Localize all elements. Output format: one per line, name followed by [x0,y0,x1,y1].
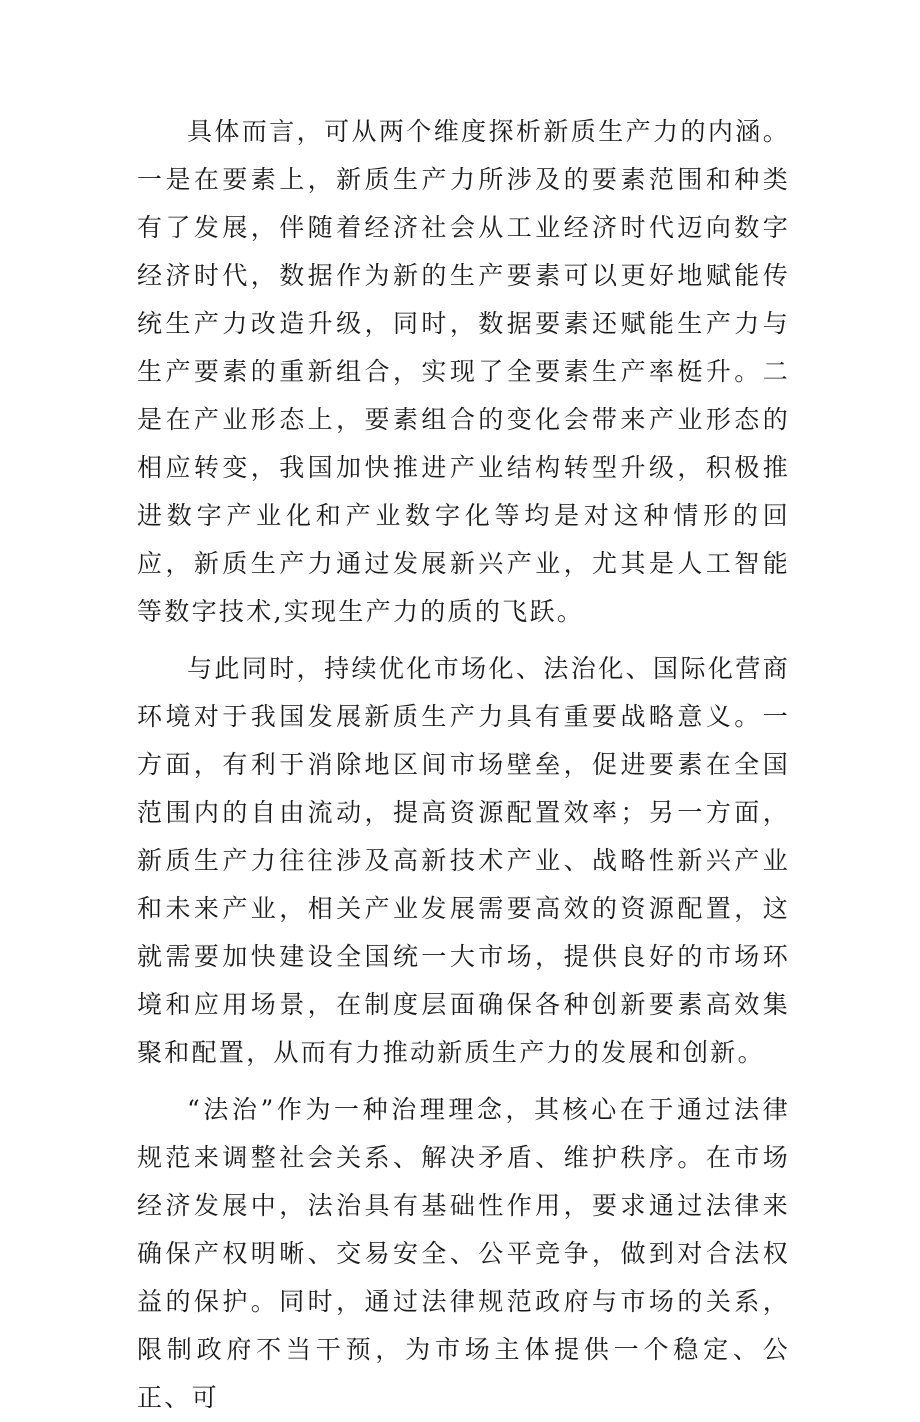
paragraph-1: 具体而言，可从两个维度探析新质生产力的内涵。一是在要素上，新质生产力所涉及的要素范围和种类有了发展，伴随着经济社会从工业经济时代迈向数字经济时代，数据作为新的生产要素可以更好地赋能传统生产力改造升级，同时，数据要素还赋能生产力与生产要素的重新组合，实现了全要素生产率梃升。二是在产业形态上，要素组合的变化会带来产业形态的相应转变，我国加快推进产业结构转型升级，积极推进数字产业化和产业数字化等均是对这种情形的回应，新质生产力通过发展新兴产业，尤其是人工智能等数字技术,实现生产力的质的飞跃。 [137,117,790,626]
document-body [137,108,790,1422]
paragraph-3: “法治”作为一种治理理念，其核心在于通过法律规范来调整社会关系、解决矛盾、维护秩序。在市场经济发展中，法治具有基础性作用，要求通过法律来确保产权明晰、交易安全、公平竞争，做到对合法权益的保护。同时，通过法律规范政府与市场的关系，限制政府不当干预，为市场主体提供一个稳定、公正、可 [137,1095,790,1412]
paragraph-2: 与此同时，持续优化市场化、法治化、国际化营商环境对于我国发展新质生产力具有重要战略意义。一方面，有利于消除地区间市场壁垒，促进要素在全国范围内的自由流动，提高资源配置效率；另一方面，新质生产力往往涉及高新技术产业、战略性新兴产业和未来产业，相关产业发展需要高效的资源配置，这就需要加快建设全国统一大市场，提供良好的市场环境和应用场景，在制度层面确保各种创新要素高效集聚和配置，从而有力推动新质生产力的发展和创新。 [137,654,790,1067]
